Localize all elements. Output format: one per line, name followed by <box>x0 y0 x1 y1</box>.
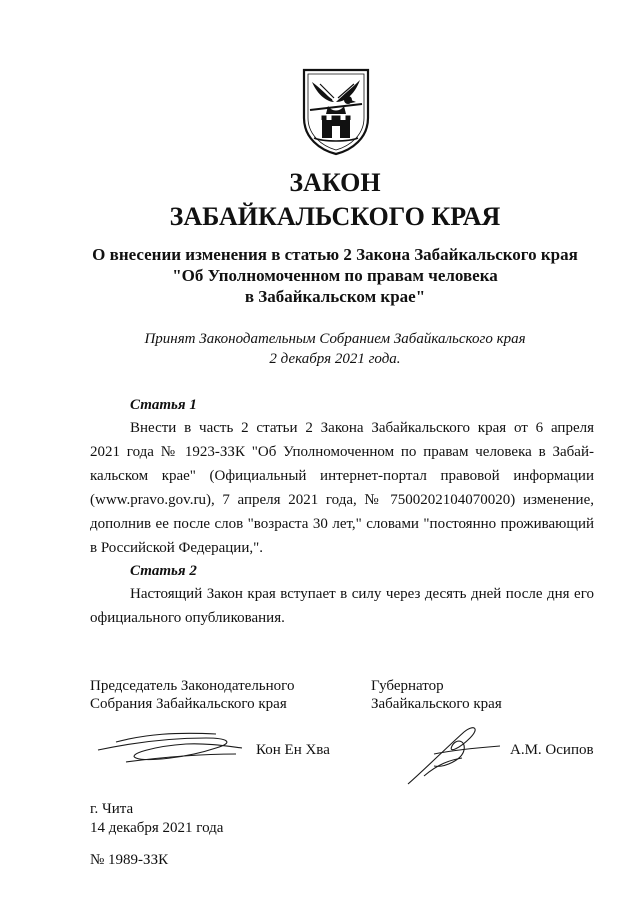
article-1-line: дополнив ее после слов "возраста 30 лет," словами "постоянно проживающий <box>90 516 594 532</box>
article-2-heading: Статья 2 <box>130 563 197 579</box>
article-1-line: 2021 года № 1923-ЗЗК "Об Уполномоченном по правам человека в Забай- <box>90 444 594 460</box>
chairman-signature <box>96 724 246 774</box>
governor-title-line-2: Забайкальского края <box>371 696 502 712</box>
chairman-title-line-1: Председатель Законодательного <box>90 678 295 694</box>
chairman-name: Кон Ен Хва <box>256 742 330 758</box>
region-title: ЗАБАЙКАЛЬСКОГО КРАЯ <box>169 202 501 231</box>
subtitle-line-3: в Забайкальском крае" <box>244 287 426 306</box>
coat-of-arms-icon <box>298 66 374 156</box>
subtitle-line-2: "Об Уполномоченном по правам человека <box>172 266 498 285</box>
signing-date: 14 декабря 2021 года <box>90 820 224 836</box>
article-2-line: официального опубликования. <box>90 610 285 626</box>
subtitle-line-1: О внесении изменения в статью 2 Закона Забайкальского края <box>92 245 578 264</box>
article-2-body <box>90 582 594 630</box>
adopted-by-line: Принят Законодательным Собранием Забайкальского края <box>144 331 526 347</box>
governor-name: А.М. Осипов <box>510 742 594 758</box>
law-number: № 1989-ЗЗК <box>90 852 169 868</box>
chairman-title-line-2: Собрания Забайкальского края <box>90 696 287 712</box>
law-title: ЗАКОН <box>289 168 381 197</box>
article-1-line: (www.pravo.gov.ru), 7 апреля 2021 года, № 7500202104070020) изменение, <box>90 492 594 508</box>
article-1-line: в Российской Федерации,". <box>90 540 263 556</box>
governor-signature <box>404 720 504 790</box>
adopted-date-line: 2 декабря 2021 года. <box>269 351 401 367</box>
article-1-line: кальском крае" (Официальный интернет-портал правовой информации <box>90 468 594 484</box>
article-1-heading: Статья 1 <box>130 397 197 413</box>
article-1-line: Внести в часть 2 статьи 2 Закона Забайкальского края от 6 апреля <box>130 420 594 436</box>
article-2-line: Настоящий Закон края вступает в силу через десять дней после дня его <box>130 586 594 602</box>
city: г. Чита <box>90 801 134 817</box>
article-1-body <box>90 416 594 560</box>
governor-title-line-1: Губернатор <box>371 678 444 694</box>
